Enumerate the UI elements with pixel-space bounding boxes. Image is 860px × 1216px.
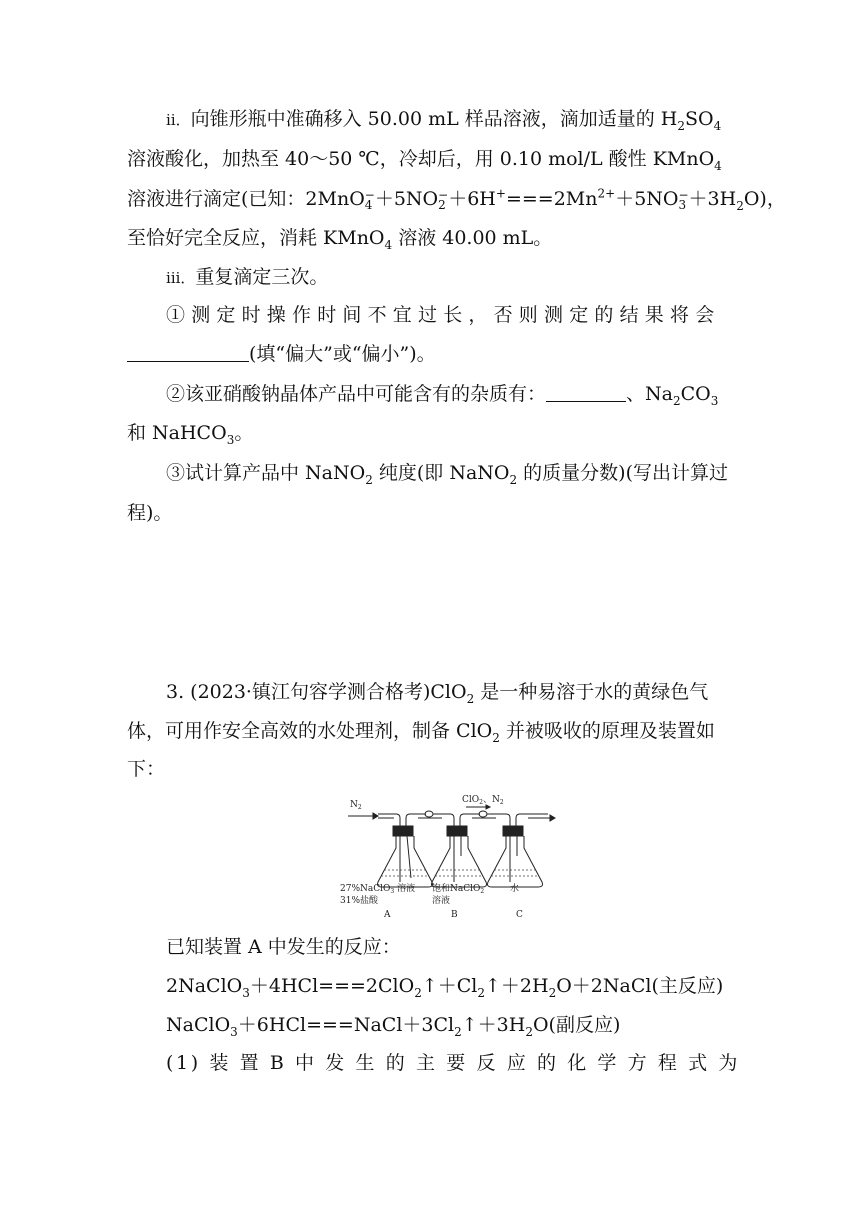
superscript: + bbox=[495, 186, 506, 201]
superscript: − bbox=[364, 188, 375, 202]
charge-stack bbox=[365, 190, 375, 210]
text-part: 。 bbox=[234, 422, 254, 444]
apparatus-diagram bbox=[338, 790, 568, 925]
item2-text: ②该亚硝酸钠晶体产品中可能含有的杂质有： bbox=[166, 383, 547, 405]
superscript: 2+ bbox=[597, 186, 616, 201]
text-part: 是一种易溶于水的黄绿色气 bbox=[474, 681, 709, 703]
subscript: 3 bbox=[230, 1024, 238, 1039]
eq2-line bbox=[166, 1012, 620, 1038]
item1-line2 bbox=[127, 341, 436, 367]
gas-label: ClO$_2$、$N_2$ bbox=[462, 795, 504, 806]
formula-part: ＋3H bbox=[688, 188, 737, 210]
part1-line bbox=[166, 1050, 740, 1076]
step3-label: ⅲ． bbox=[166, 269, 196, 287]
text-part: 3. (2023·镇江句容学测合格考)ClO bbox=[166, 681, 467, 703]
subscript: 3 bbox=[678, 198, 687, 212]
text-part: 纯度(即 NaNO bbox=[372, 462, 510, 484]
subscript: 2 bbox=[525, 1024, 533, 1039]
q3-intro-line3 bbox=[127, 756, 165, 782]
q3-intro-line2 bbox=[127, 718, 715, 744]
q3-intro-line1 bbox=[166, 679, 708, 705]
text-part: ③试计算产品中 NaNO bbox=[166, 462, 366, 484]
answer-blank-1[interactable] bbox=[127, 343, 249, 362]
answer-blank-2[interactable] bbox=[546, 383, 626, 402]
formula-part: O)， bbox=[743, 188, 786, 210]
text-part: 程)。 bbox=[127, 502, 173, 524]
formula-part: 溶液进行滴定(已知：2MnO bbox=[127, 188, 365, 210]
step2-line2 bbox=[127, 146, 722, 172]
eq-part: ↑＋2H bbox=[485, 975, 549, 997]
flask-b-label-1: 饱和NaClO$_2$ bbox=[432, 884, 485, 895]
formula-part: SO bbox=[685, 108, 714, 130]
formula-part: ＋5NO bbox=[374, 188, 439, 210]
apparatus-figure bbox=[338, 790, 568, 925]
flask-c-label: 水 bbox=[510, 884, 520, 894]
text-part: 并被吸收的原理及装置如 bbox=[499, 720, 715, 742]
step2-line4 bbox=[127, 225, 552, 251]
flask-a-label-1: 27%NaClO$_3$ 溶液 bbox=[340, 884, 416, 895]
flask-b-label-2: 溶液 bbox=[432, 896, 451, 906]
formula-part: ===2Mn bbox=[505, 188, 598, 210]
n2-label: $N_2$ bbox=[350, 800, 362, 811]
step2-line1 bbox=[166, 106, 721, 133]
step2-label: ⅱ． bbox=[166, 111, 191, 129]
eq-part: O＋2NaCl(主反应) bbox=[556, 975, 724, 997]
text-part: CO bbox=[680, 383, 711, 405]
subscript: 2 bbox=[466, 691, 475, 706]
superscript: − bbox=[678, 188, 689, 202]
eq-part: ＋4HCl===2ClO bbox=[249, 975, 415, 997]
subscript: 3 bbox=[242, 985, 250, 1000]
subscript: 3 bbox=[710, 393, 719, 408]
subscript: 2 bbox=[492, 730, 500, 745]
formula-part: ＋6H bbox=[448, 188, 496, 210]
flask-b-letter: B bbox=[451, 910, 458, 920]
item2-line1 bbox=[166, 381, 718, 407]
step3-line bbox=[166, 264, 328, 291]
eq-part: ↑＋Cl bbox=[421, 975, 478, 997]
step2-line3 bbox=[127, 186, 786, 212]
subscript: 2 bbox=[736, 198, 744, 213]
subscript: 4 bbox=[713, 118, 722, 133]
item1-text: ①测定时操作时间不宜过长，否则测定的结果将会 bbox=[166, 304, 721, 326]
flask-a-label-2: 31%盐酸 bbox=[340, 896, 379, 906]
charge-stack bbox=[438, 190, 448, 210]
charge-stack bbox=[678, 190, 688, 210]
superscript: − bbox=[438, 188, 449, 202]
text-part: 已知装置 A 中发生的反应： bbox=[166, 936, 401, 958]
eq-part: 2NaClO bbox=[166, 975, 243, 997]
eq-part: ↑＋3H bbox=[461, 1014, 526, 1036]
subscript: 4 bbox=[714, 158, 722, 173]
formula-part: ＋5NO bbox=[615, 188, 679, 210]
subscript: 2 bbox=[438, 198, 446, 212]
step3-text: 重复滴定三次。 bbox=[195, 266, 329, 288]
flask-a-letter: A bbox=[384, 910, 391, 920]
step2-text-1: 向锥形瓶中准确移入 50.00 mL 样品溶液，滴加适量的 H bbox=[190, 108, 678, 130]
part1-text: (1) 装 置 B 中 发 生 的 主 要 反 应 的 化 学 方 程 式 为 bbox=[166, 1052, 740, 1074]
text-part: 溶液 40.00 mL。 bbox=[392, 227, 553, 249]
text-part: 体，可用作安全高效的水处理剂，制备 ClO bbox=[127, 720, 493, 742]
text-part: 、Na bbox=[626, 383, 673, 405]
subscript: 2 bbox=[365, 472, 373, 487]
subscript: 2 bbox=[672, 393, 681, 408]
subscript: 2 bbox=[477, 985, 486, 1000]
item1-cont: (填“偏大”或“偏小”)。 bbox=[249, 343, 436, 365]
eq-part: ＋6HCl===NaCl＋3Cl bbox=[237, 1014, 455, 1036]
subscript: 2 bbox=[509, 472, 518, 487]
subscript: 2 bbox=[677, 118, 686, 133]
subscript: 2 bbox=[454, 1024, 462, 1039]
known-line bbox=[166, 934, 401, 960]
item3-line1 bbox=[166, 460, 728, 486]
eq1-line bbox=[166, 973, 723, 999]
subscript: 2 bbox=[548, 985, 557, 1000]
subscript: 4 bbox=[384, 237, 393, 252]
eq-part: O(副反应) bbox=[532, 1014, 621, 1036]
subscript: 3 bbox=[226, 432, 235, 447]
subscript: 4 bbox=[364, 198, 373, 212]
item3-line2 bbox=[127, 500, 172, 526]
subscript: 2 bbox=[414, 985, 422, 1000]
text-part: 至恰好完全反应，消耗 KMnO bbox=[127, 227, 385, 249]
step2-text-2: 溶液酸化，加热至 40～50 ℃，冷却后，用 0.10 mol/L 酸性 KMnO bbox=[127, 148, 715, 170]
text-part: 和 NaHCO bbox=[127, 422, 227, 444]
eq-part: NaClO bbox=[166, 1014, 231, 1036]
item1-line1 bbox=[166, 302, 734, 328]
text-part: 下： bbox=[127, 758, 166, 780]
text-part: 的质量分数)(写出计算过 bbox=[517, 462, 729, 484]
flask-c-letter: C bbox=[516, 910, 523, 920]
item2-line2 bbox=[127, 420, 253, 446]
